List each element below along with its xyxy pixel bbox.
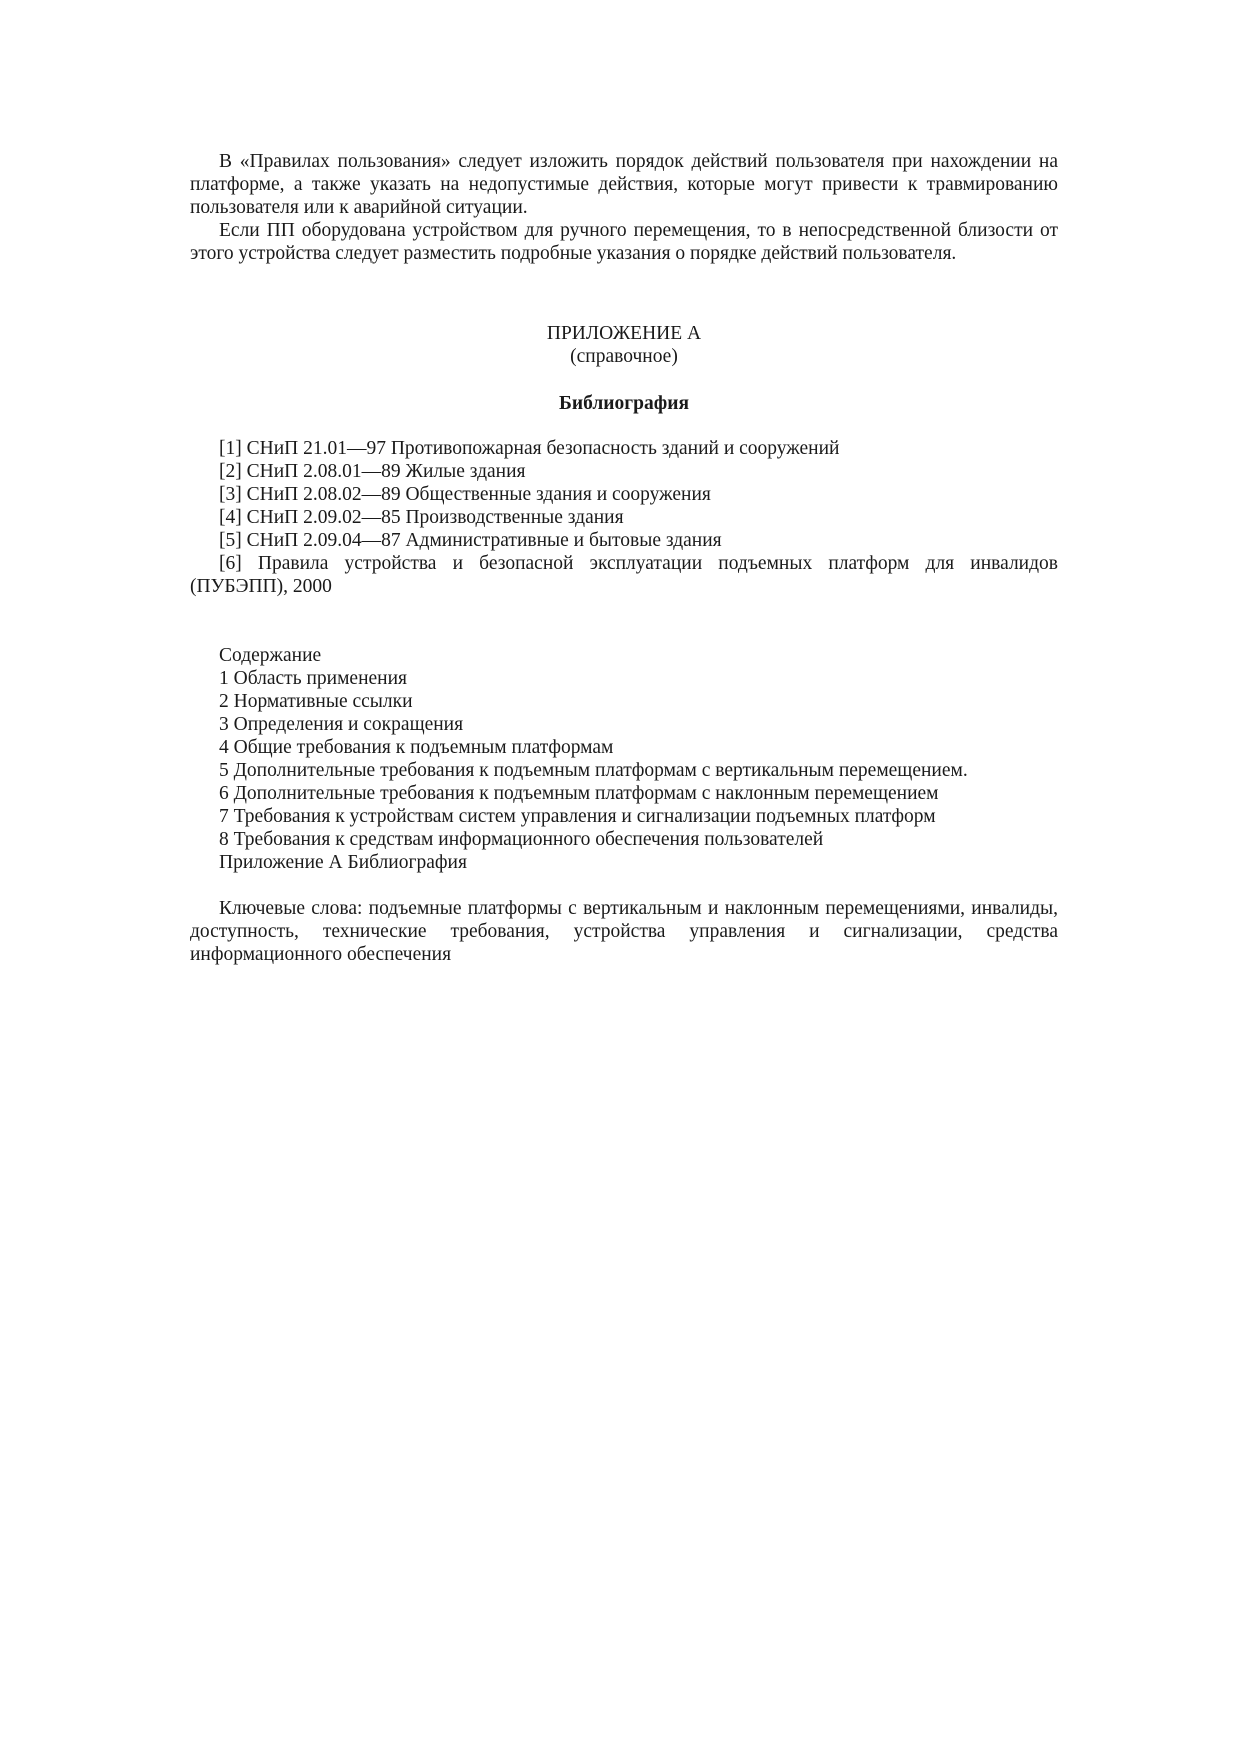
toc-item: 1 Область применения: [219, 668, 408, 689]
bibliography-item: [1] СНиП 21.01—97 Противопожарная безопасность зданий и сооружений: [219, 438, 840, 459]
appendix-title: ПРИЛОЖЕНИЕ А: [546, 323, 702, 344]
appendix-subtitle: (справочное): [570, 346, 678, 367]
bibliography-item: [5] СНиП 2.09.04—87 Административные и бытовые здания: [219, 530, 722, 551]
intro-paragraph-2: Если ПП оборудована устройством для ручного перемещения, то в непосредственной близости от этого устройства следует разместить подробные указания о порядке действий пользователя.: [190, 220, 1058, 264]
toc-item: 7 Требования к устройствам систем управления и сигнализации подъемных платформ: [219, 806, 936, 827]
bibliography-item: [2] СНиП 2.08.01—89 Жилые здания: [219, 461, 526, 482]
toc-item: 4 Общие требования к подъемным платформам: [219, 737, 614, 758]
bibliography-item: [3] СНиП 2.08.02—89 Общественные здания и сооружения: [219, 484, 711, 505]
toc-item: 8 Требования к средствам информационного обеспечения пользователей: [219, 829, 824, 850]
bibliography-item: [6] Правила устройства и безопасной эксплуатации подъемных платформ для инвалидов (ПУБЭПП), 2000: [190, 553, 1058, 597]
document-page: [190, 150, 1058, 966]
toc-item: 6 Дополнительные требования к подъемным платформам с наклонным перемещением: [219, 783, 939, 804]
keywords-paragraph: Ключевые слова: подъемные платформы с вертикальным и наклонным перемещениями, инвалиды, доступность, технические требования, устройства управления и сигнализации, средства информационного обеспечения: [190, 898, 1058, 965]
toc-item: 3 Определения и сокращения: [219, 714, 464, 735]
bibliography-item: [4] СНиП 2.09.02—85 Производственные здания: [219, 507, 624, 528]
toc-item: Приложение А Библиография: [219, 852, 467, 873]
table-of-contents: [190, 644, 1058, 874]
intro-paragraph-1: В «Правилах пользования» следует изложить порядок действий пользователя при нахождении на платформе, а также указать на недопустимые действия, которые могут привести к травмированию пользователя или к аварийной ситуации.: [190, 151, 1058, 218]
toc-item: 2 Нормативные ссылки: [219, 691, 413, 712]
bibliography-list: [190, 437, 1058, 598]
toc-item: 5 Дополнительные требования к подъемным платформам с вертикальным перемещением.: [219, 760, 968, 781]
toc-heading: Содержание: [219, 645, 322, 666]
bibliography-heading: Библиография: [558, 393, 690, 414]
